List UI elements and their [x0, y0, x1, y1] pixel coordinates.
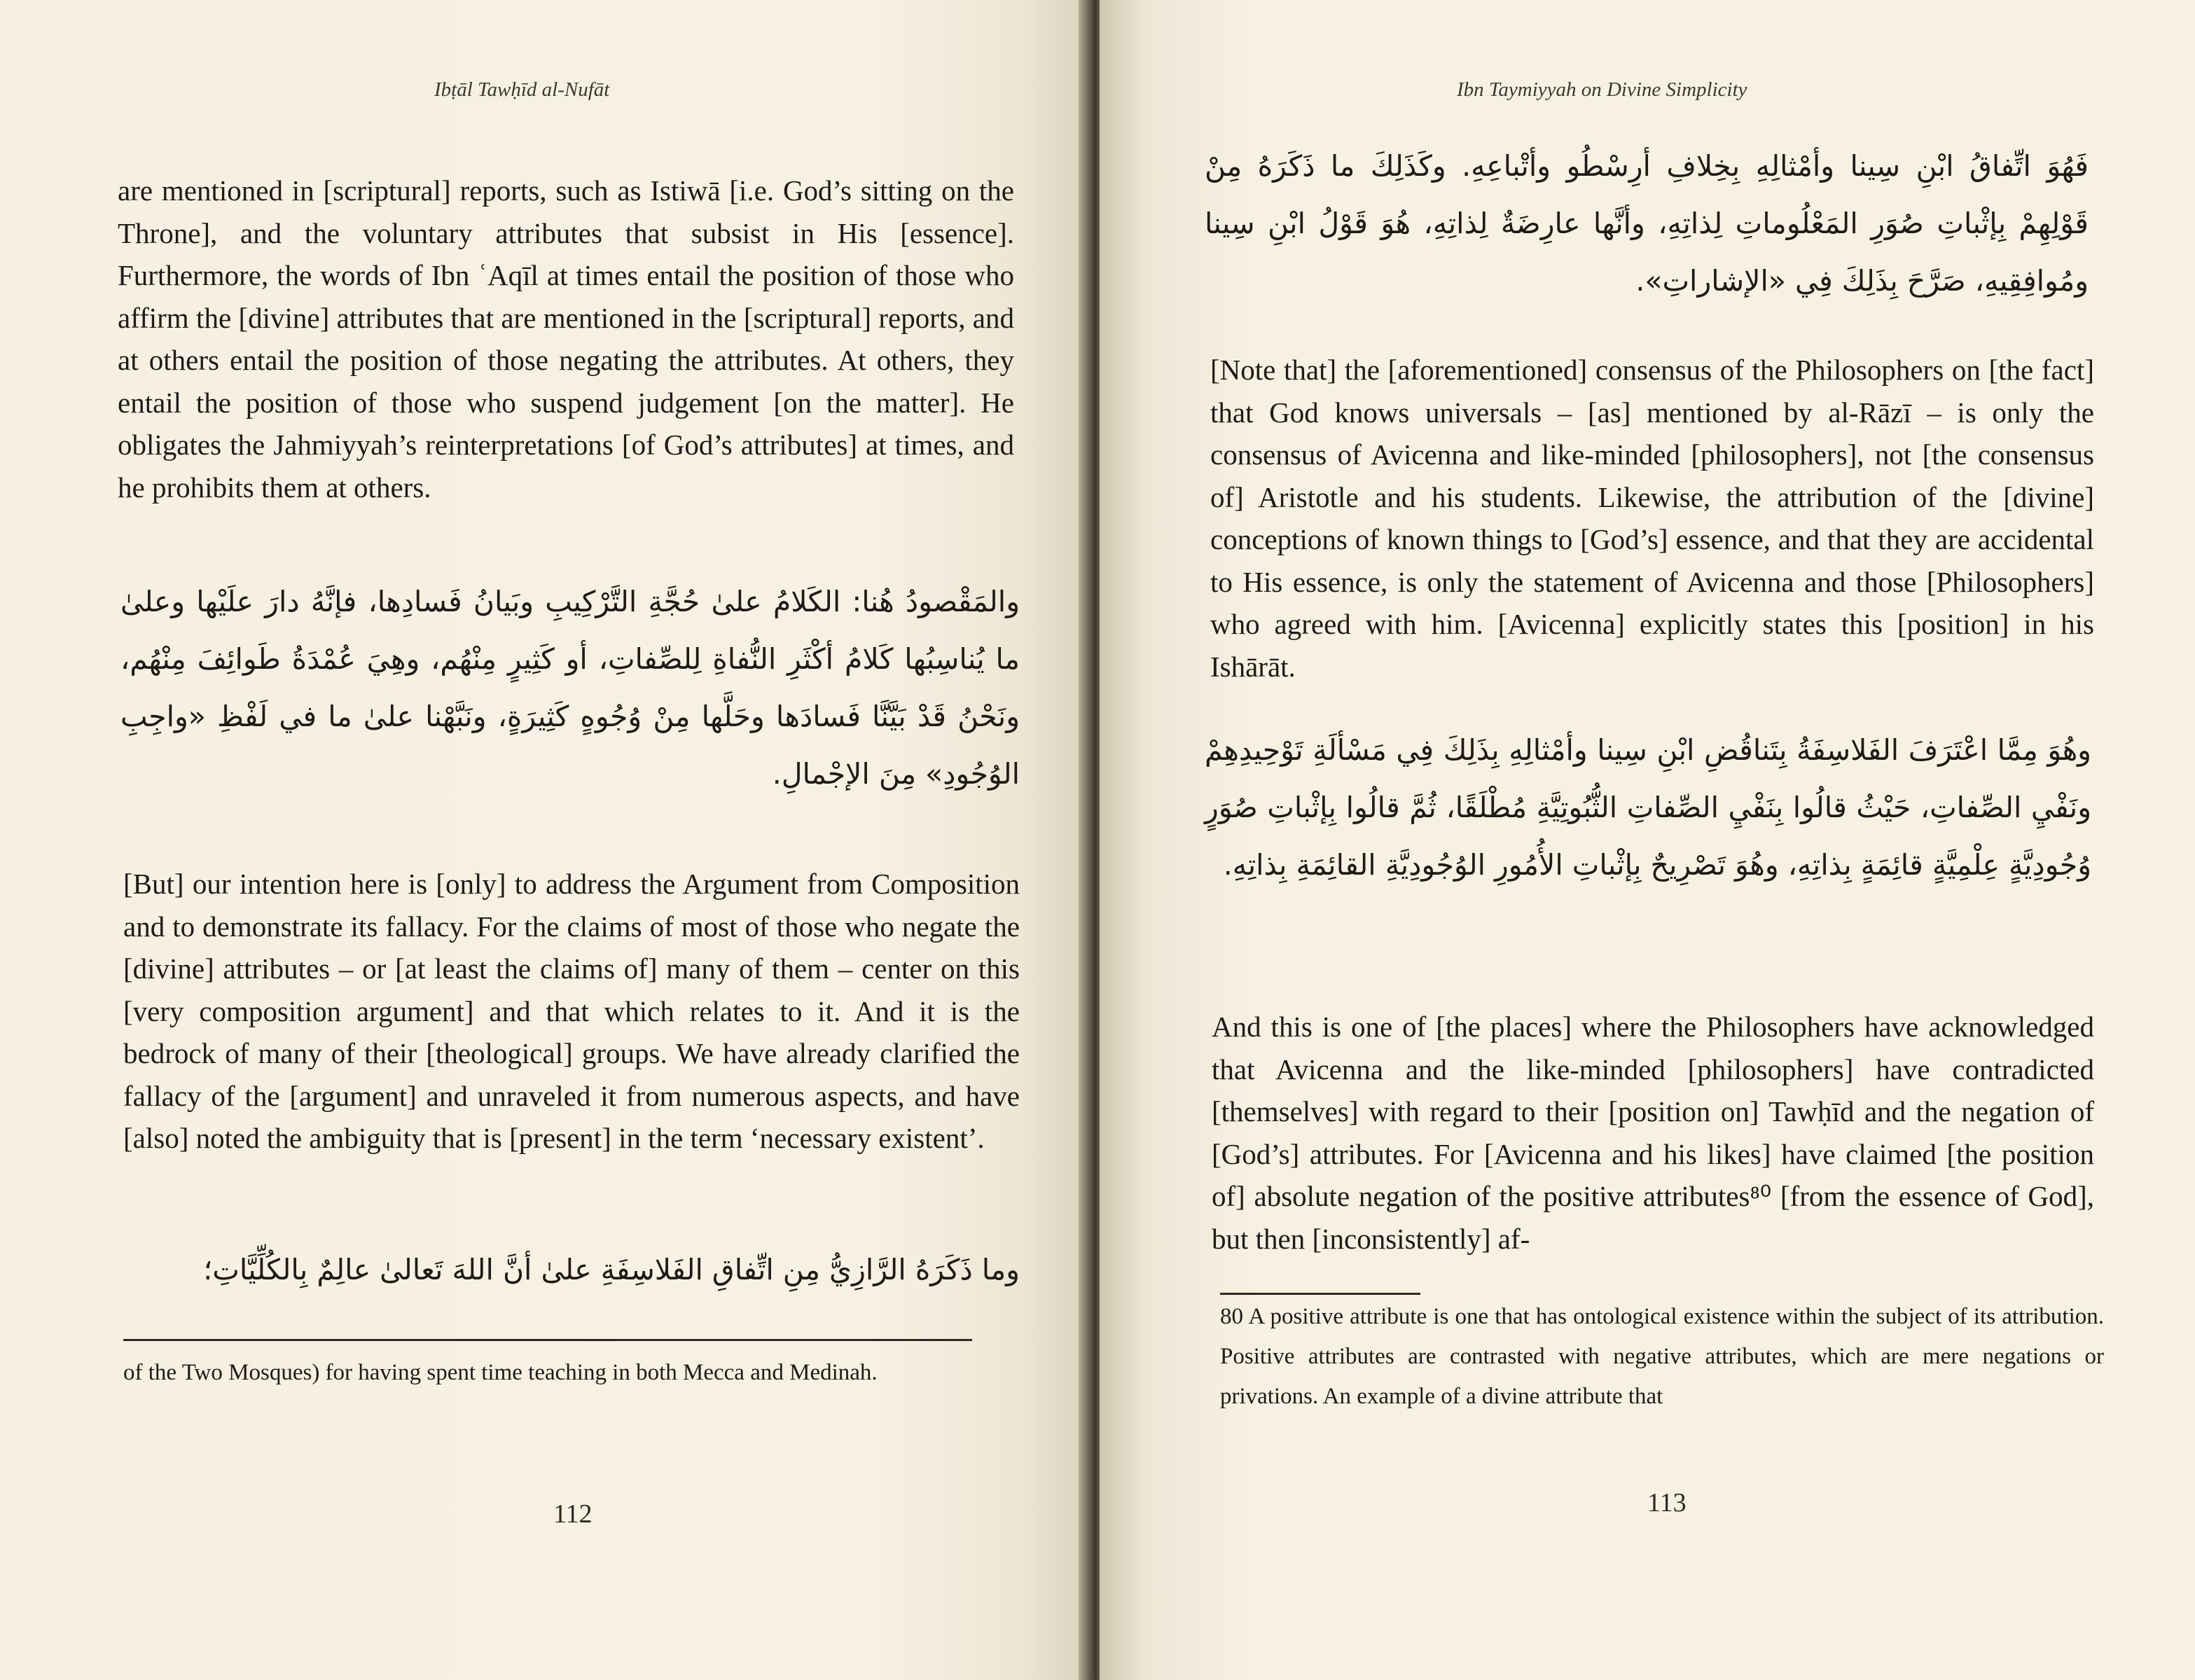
page-number-right: 113 [1647, 1488, 1687, 1518]
left-arabic-paragraph-2: وما ذَكَرَهُ الرَّازِيُّ مِنِ اتِّفاقِ الفَلاسِفَةِ علىٰ أنَّ اللهَ تَعالىٰ عالِمٌ بِالكُلِّيَّاتِ؛ [203, 1253, 1020, 1286]
right-arabic-paragraph-1: فَهُوَ اتِّفاقُ ابْنِ سِينا وأمْثالِهِ بِخِلافِ أرِسْطُو وأتْباعِهِ. وكَذَلِكَ ما ذَكَرَهُ مِنْ قَوْلِهِمْ بِإثْباتِ صُوَرِ المَعْلُوماتِ لِذاتِهِ، وأنَّها عارِضَةٌ لِذاتِهِ، هُوَ قَوْلُ ابْنِ سِينا ومُوافِقِيهِ، صَرَّحَ بِذَلِكَ فِي «الإشاراتِ». [1205, 149, 2089, 298]
page-number-left: 112 [553, 1499, 593, 1529]
right-footnote: 80 A positive attribute is one that has ontological existence within the subject of its attribution. Positive attributes are contrasted with negative attributes, which are mere negations or privations. An example of a divine attribute that [1220, 1304, 2104, 1409]
running-head-left: Ibṭāl Tawḥīd al-Nufāt [434, 78, 610, 101]
running-head-right: Ibn Taymiyyah on Divine Simplicity [1457, 78, 1747, 101]
left-page [0, 0, 1087, 1680]
right-english-paragraph-2: And this is one of [the places] where the Philosophers have acknowledged that Avicenna and the like-minded [philosophers] have contradicted [themselves] with regard to their [position on] Tawḥīd and the negation of [God’s] attributes. For [Avicenna and his likes] have claimed [the position of] absolute negation of the positive attributes⁸⁰ [from the essence of God], but then [inconsistently] af- [1212, 1011, 2094, 1255]
left-arabic-paragraph-1: والمَقْصودُ هُنا: الكَلامُ علىٰ حُجَّةِ التَّرْكِيبِ وبَيانُ فَسادِها، فإنَّهُ دارَ علَيْها وعلىٰ ما يُناسِبُها كَلامُ أكْثَرِ النُّفاةِ لِلصِّفاتِ، أو كَثِيرٍ مِنْهُم، وهِيَ عُمْدَةُ طَوائِفَ مِنْهُم، ونَحْنُ قَدْ بَيَّنَّا فَسادَها وحَلَّها مِنْ وُجُوهٍ كَثِيرَةٍ، ونَبَّهْنا علىٰ ما في لَفْظِ «واجِبِ الوُجُودِ» مِنَ الإجْمالِ. [120, 585, 1020, 791]
right-english-paragraph-1: [Note that] the [aforementioned] consensus of the Philosophers on [the fact] that God knows universals – [as] mentioned by al-Rāzī – is only the consensus of Avicenna and like-minded [philosophers], not [the consensus of] Aristotle and his students. Likewise, the attribution of the [divine] conceptions of known things to [God’s] essence, and that they are accidental to His essence, is only the statement of Avicenna and those [Philosophers] who agreed with him. [Avicenna] explicitly states this [position] in his Ishārāt. [1210, 354, 2094, 683]
footnote-rule-left [123, 1339, 972, 1341]
right-page [1100, 0, 2195, 1680]
footnote-rule-right [1220, 1293, 1420, 1295]
left-english-paragraph-1: are mentioned in [scriptural] reports, such as Istiwā [i.e. God’s sitting on the Throne], and the voluntary attributes that subsist in His [essence]. Furthermore, the words of Ibn ʿAqīl at times entail the position of those who affirm the [divine] attributes that are mentioned in the [scriptural] reports, and at others entail the position of those negating the attributes. At others, they entail the position of those who suspend judgement [on the matter]. He obligates the Jahmiyyah’s reinterpretations [of God’s attributes] at times, and he prohibits them at others. [118, 174, 1014, 504]
right-arabic-paragraph-2: وهُوَ مِمَّا اعْتَرَفَ الفَلاسِفَةُ بِتَناقُضِ ابْنِ سِينا وأمْثالِهِ بِذَلِكَ فِي مَسْألَةِ تَوْحِيدِهِمْ ونَفْيِ الصِّفاتِ، حَيْثُ قالُوا بِنَفْيِ الصِّفاتِ الثُّبُوتِيَّةِ مُطْلَقًا، ثُمَّ قالُوا بِإثْباتِ صُوَرٍ وُجُودِيَّةٍ عِلْمِيَّةٍ قائِمَةٍ بِذاتِهِ، وهُوَ تَصْرِيحٌ بِإثْباتِ الأُمُورِ الوُجُودِيَّةِ القائِمَةِ بِذاتِهِ. [1205, 733, 2091, 882]
left-english-paragraph-2: [But] our intention here is [only] to address the Argument from Composition and to demonstrate its fallacy. For the claims of most of those who negate the [divine] attributes – or [at least the claims of] many of them – center on this [very composition argument] and that which relates to it. And it is the bedrock of many of their [theological] groups. We have already clarified the fallacy of the [argument] and unraveled it from numerous aspects, and have [also] noted the ambiguity that is [present] in the term ‘necessary existent’. [123, 868, 1020, 1154]
left-footnote: of the Two Mosques) for having spent time teaching in both Mecca and Medinah. [123, 1360, 878, 1385]
